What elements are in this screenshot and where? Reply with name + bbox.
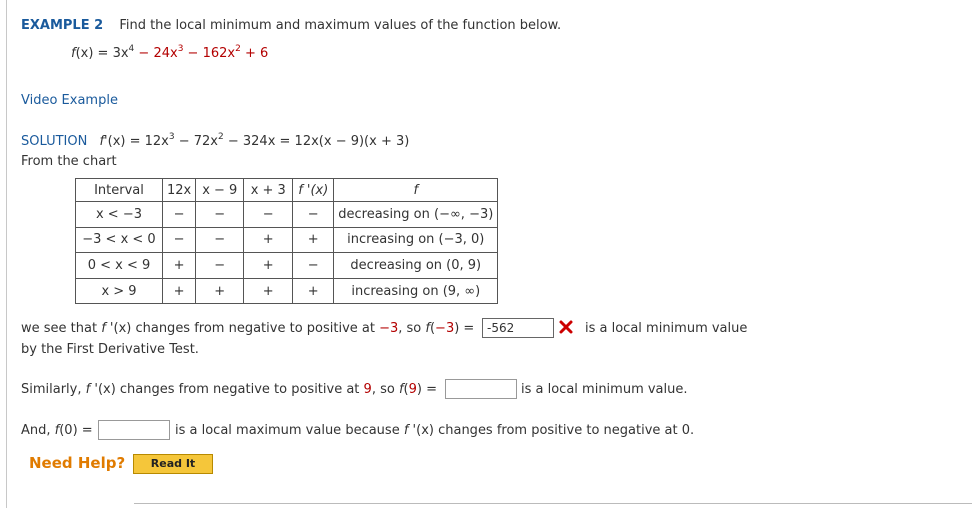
video-example-link[interactable]: Video Example xyxy=(21,93,118,108)
s1-fprime: f ' xyxy=(101,321,114,336)
s1-text-a: we see that xyxy=(21,321,102,336)
s1-arg: −3 xyxy=(435,321,455,336)
s2-f: f xyxy=(398,382,404,397)
fx-term1: (x) = 3x xyxy=(75,46,129,61)
s1-paren: ( xyxy=(429,321,436,336)
s3-after xyxy=(175,423,694,438)
solution-label: SOLUTION xyxy=(21,134,88,149)
bottom-divider xyxy=(134,503,972,504)
s2-after-text: is a local minimum value. xyxy=(521,382,688,397)
read-it-button[interactable]: Read It xyxy=(133,454,213,474)
s1-text-c: , so xyxy=(398,321,426,336)
deriv-term3: − 324x = 12x(x − 9)(x + 3) xyxy=(223,134,410,149)
table-row xyxy=(76,253,498,279)
cell-interval: x > 9 xyxy=(76,278,163,304)
exp-3: 3 xyxy=(177,44,184,54)
cell-sign: + xyxy=(244,227,293,253)
s2-fprime: f ' xyxy=(85,382,98,397)
header-fprime: f '(x) xyxy=(293,179,334,202)
cell-sign: + xyxy=(163,278,196,304)
solution-line xyxy=(21,134,409,149)
s1-f: f xyxy=(425,321,430,336)
s3-after-b: (x) changes from positive to negative at 0. xyxy=(416,423,695,438)
left-border xyxy=(6,0,7,508)
example-instruction: Find the local minimum and maximum values of the function below. xyxy=(119,18,562,33)
example-label: EXAMPLE 2 xyxy=(21,18,104,33)
exp-4: 4 xyxy=(128,44,135,54)
s1-after-text: is a local minimum value xyxy=(585,321,748,336)
exp-2: 2 xyxy=(235,44,241,54)
header-interval: Interval xyxy=(76,179,163,202)
s3-text-b: (0) = xyxy=(59,423,93,438)
s1-value: −3 xyxy=(379,321,399,336)
s1-text-b: (x) changes from negative to positive at xyxy=(113,321,380,336)
answer-field-1[interactable]: -562 xyxy=(482,318,554,338)
cell-sign: − xyxy=(163,202,196,228)
function-expression xyxy=(71,46,268,61)
deriv-f: f xyxy=(99,134,105,149)
fx-term3: − 162x xyxy=(183,46,236,61)
need-help-label: Need Help? xyxy=(29,454,126,472)
cell-sign: + xyxy=(244,253,293,279)
s3-f: f xyxy=(54,423,60,438)
fx-term4: + 6 xyxy=(240,46,269,61)
cell-sign: − xyxy=(196,253,244,279)
deriv-exp-2: 2 xyxy=(218,132,224,142)
deriv-term2: − 72x xyxy=(174,134,218,149)
cell-sign: − xyxy=(163,227,196,253)
table-row xyxy=(76,278,498,304)
answer-field-2[interactable] xyxy=(445,379,517,399)
s2-text-c: , so xyxy=(371,382,399,397)
cell-sign: + xyxy=(293,227,334,253)
statement-3 xyxy=(21,423,93,438)
cell-interval: x < −3 xyxy=(76,202,163,228)
s1-line2: by the First Derivative Test. xyxy=(21,342,199,357)
fx-term2: − 24x xyxy=(134,46,178,61)
from-chart-text: From the chart xyxy=(21,154,117,169)
sign-chart xyxy=(75,178,498,304)
deriv-term1: '(x) = 12x xyxy=(104,134,169,149)
cell-sign: − xyxy=(293,202,334,228)
s3-after-a: is a local maximum value because xyxy=(175,423,404,438)
s2-arg: 9 xyxy=(408,382,417,397)
cell-behavior: increasing on (9, ∞) xyxy=(334,278,498,304)
cell-sign: + xyxy=(244,278,293,304)
cell-sign: − xyxy=(244,202,293,228)
chart-header-row xyxy=(76,179,498,202)
header-x-plus-3: x + 3 xyxy=(244,179,293,202)
example-header xyxy=(21,18,561,33)
cell-interval: −3 < x < 0 xyxy=(76,227,163,253)
cell-behavior: decreasing on (−∞, −3) xyxy=(334,202,498,228)
cell-sign: + xyxy=(196,278,244,304)
statement-2 xyxy=(21,382,437,397)
cell-sign: + xyxy=(293,278,334,304)
cell-sign: + xyxy=(163,253,196,279)
s3-text-a: And, xyxy=(21,423,55,438)
cell-behavior: decreasing on (0, 9) xyxy=(334,253,498,279)
cell-sign: − xyxy=(196,202,244,228)
x-mark-icon xyxy=(558,319,574,335)
s2-paren: ( xyxy=(403,382,409,397)
header-x-minus-9: x − 9 xyxy=(196,179,244,202)
s2-text-b: (x) changes from negative to positive at xyxy=(97,382,364,397)
fx-symbol: f xyxy=(71,46,76,61)
cell-sign: − xyxy=(293,253,334,279)
table-row xyxy=(76,227,498,253)
table-row xyxy=(76,202,498,228)
header-12x: 12x xyxy=(163,179,196,202)
s2-value: 9 xyxy=(363,382,372,397)
header-f: f xyxy=(334,179,498,202)
statement-1 xyxy=(21,321,474,336)
s3-fprime: f ' xyxy=(403,423,417,438)
s1-equals: ) = xyxy=(454,321,475,336)
s2-text-a: Similarly, xyxy=(21,382,86,397)
cell-interval: 0 < x < 9 xyxy=(76,253,163,279)
cell-behavior: increasing on (−3, 0) xyxy=(334,227,498,253)
s2-equals: ) = xyxy=(416,382,437,397)
deriv-exp-3: 3 xyxy=(168,132,175,142)
answer-field-3[interactable] xyxy=(98,420,170,440)
cell-sign: − xyxy=(196,227,244,253)
